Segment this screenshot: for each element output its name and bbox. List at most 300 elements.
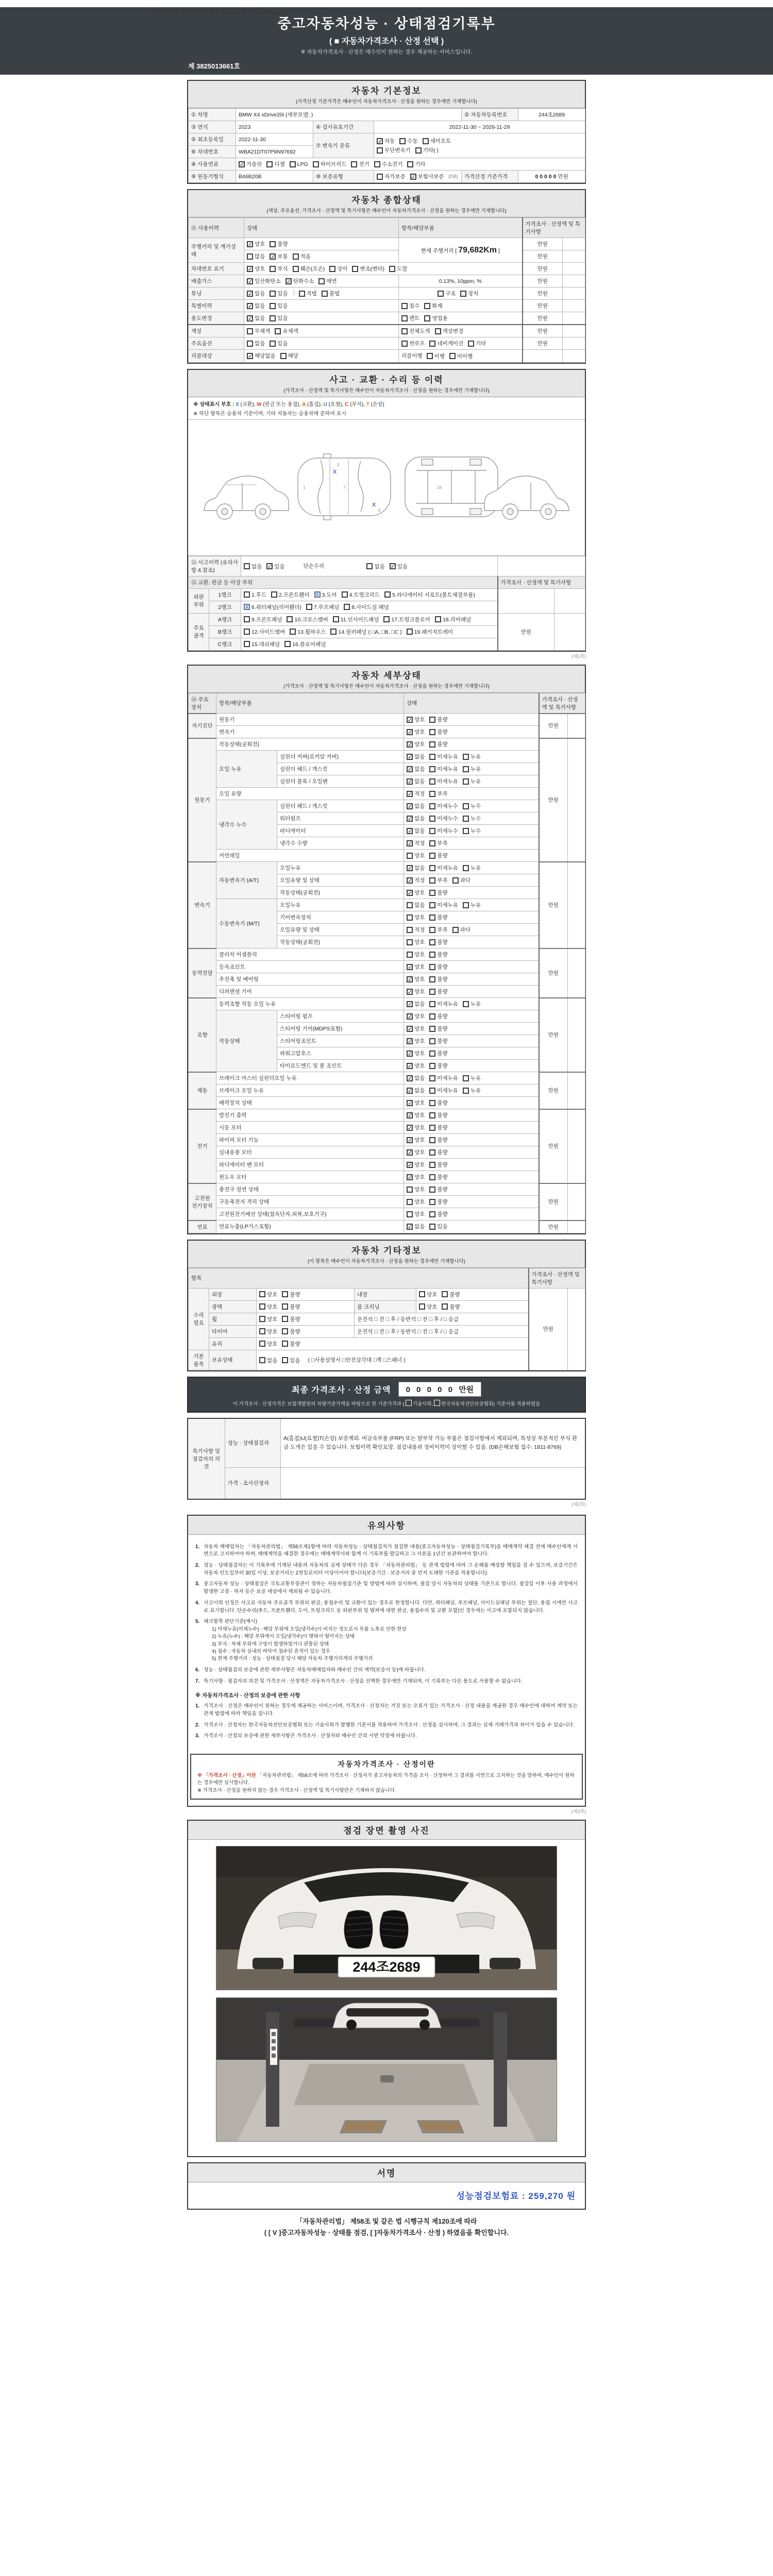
checkbox-option[interactable]: [270, 252, 288, 260]
checkbox-option[interactable]: [407, 765, 425, 773]
checkbox[interactable]: [407, 1063, 413, 1069]
checkbox-option[interactable]: [401, 302, 419, 310]
checkbox[interactable]: [342, 591, 348, 598]
checkbox[interactable]: [429, 1211, 435, 1217]
checkbox[interactable]: [419, 1291, 425, 1297]
checkbox-option[interactable]: [460, 290, 478, 297]
checkbox[interactable]: [407, 976, 413, 982]
checkbox[interactable]: [247, 303, 253, 309]
checkbox-option[interactable]: [429, 913, 447, 921]
checkbox[interactable]: [330, 629, 337, 635]
checkbox-option[interactable]: [407, 1185, 425, 1193]
checkbox-option[interactable]: [407, 1099, 425, 1107]
checkbox[interactable]: [407, 1013, 413, 1020]
checkbox-option[interactable]: [271, 591, 309, 599]
checkbox[interactable]: [377, 147, 383, 154]
checkbox[interactable]: [399, 138, 406, 144]
checkbox-option[interactable]: [407, 802, 425, 810]
checkbox[interactable]: [463, 902, 469, 908]
checkbox-option[interactable]: [427, 352, 445, 360]
checkbox[interactable]: [429, 1162, 435, 1168]
checkbox[interactable]: [389, 266, 395, 272]
checkbox[interactable]: [244, 604, 250, 610]
checkbox[interactable]: [329, 266, 335, 272]
checkbox-option[interactable]: [463, 864, 481, 872]
checkbox-option[interactable]: [429, 1124, 447, 1131]
checkbox[interactable]: [247, 353, 253, 359]
checkbox-option[interactable]: [293, 252, 311, 260]
checkbox[interactable]: [333, 616, 339, 622]
checkbox-option[interactable]: [407, 1000, 425, 1008]
checkbox[interactable]: [244, 629, 250, 635]
checkbox-option[interactable]: [429, 765, 458, 773]
checkbox-option[interactable]: [407, 1124, 425, 1131]
checkbox-option[interactable]: [407, 889, 425, 896]
checkbox[interactable]: [429, 1224, 435, 1230]
checkbox-option[interactable]: [407, 1111, 425, 1119]
checkbox[interactable]: [280, 353, 287, 359]
checkbox[interactable]: [407, 1125, 413, 1131]
checkbox[interactable]: [407, 816, 413, 822]
checkbox[interactable]: [407, 1224, 413, 1230]
checkbox-option[interactable]: [282, 1340, 300, 1348]
checkbox[interactable]: [429, 754, 435, 760]
checkbox-option[interactable]: [407, 839, 425, 847]
checkbox[interactable]: [423, 138, 429, 144]
checkbox-option[interactable]: [407, 1062, 425, 1070]
checkbox[interactable]: [290, 629, 296, 635]
checkbox-option[interactable]: [247, 314, 265, 322]
checkbox[interactable]: [383, 616, 390, 622]
checkbox-option[interactable]: [429, 1185, 447, 1193]
checkbox[interactable]: [410, 174, 416, 180]
checkbox-option[interactable]: [424, 302, 442, 310]
checkbox[interactable]: [270, 315, 276, 321]
checkbox-option[interactable]: [384, 591, 475, 599]
checkbox[interactable]: [244, 563, 250, 569]
checkbox-option[interactable]: [282, 1291, 300, 1298]
checkbox[interactable]: [429, 729, 435, 735]
checkbox[interactable]: [306, 604, 312, 610]
checkbox-option[interactable]: [429, 1074, 458, 1082]
checkbox-option[interactable]: [407, 951, 425, 958]
checkbox-option[interactable]: [429, 1223, 447, 1230]
checkbox-option[interactable]: [244, 616, 282, 623]
checkbox[interactable]: [407, 1211, 413, 1217]
checkbox-option[interactable]: [282, 1357, 300, 1364]
checkbox-option[interactable]: [401, 340, 425, 347]
checkbox-option[interactable]: [282, 1315, 300, 1323]
checkbox[interactable]: [429, 1187, 435, 1193]
checkbox[interactable]: [429, 927, 435, 933]
checkbox[interactable]: [407, 1026, 413, 1032]
checkbox-option[interactable]: [322, 290, 340, 297]
checkbox[interactable]: [266, 161, 273, 167]
checkbox[interactable]: [366, 563, 373, 569]
checkbox[interactable]: [282, 1303, 288, 1310]
checkbox[interactable]: [429, 1013, 435, 1020]
checkbox[interactable]: [244, 591, 250, 598]
checkbox-option[interactable]: [247, 265, 265, 273]
checkbox[interactable]: [313, 161, 319, 167]
checkbox[interactable]: [407, 1149, 413, 1156]
checkbox-option[interactable]: [463, 827, 481, 835]
checkbox-option[interactable]: [429, 802, 458, 810]
checkbox[interactable]: [429, 939, 435, 945]
checkbox-option[interactable]: [429, 740, 447, 748]
checkbox[interactable]: [407, 989, 413, 995]
checkbox-option[interactable]: [266, 563, 284, 570]
checkbox-option[interactable]: [429, 827, 458, 835]
checkbox-option[interactable]: [247, 340, 265, 347]
checkbox[interactable]: [247, 328, 253, 334]
checkbox[interactable]: [463, 754, 469, 760]
checkbox[interactable]: [429, 1137, 435, 1143]
checkbox[interactable]: [299, 291, 305, 297]
checkbox[interactable]: [434, 1400, 440, 1406]
checkbox[interactable]: [429, 828, 435, 834]
checkbox[interactable]: [407, 717, 413, 723]
checkbox[interactable]: [407, 741, 413, 748]
checkbox-option[interactable]: [429, 753, 458, 760]
checkbox[interactable]: [463, 1001, 469, 1007]
checkbox-option[interactable]: [429, 1049, 447, 1057]
checkbox[interactable]: [407, 1199, 413, 1205]
checkbox-option[interactable]: [407, 1025, 425, 1032]
checkbox-option[interactable]: [429, 938, 447, 946]
checkbox[interactable]: [314, 591, 321, 598]
checkbox[interactable]: [247, 266, 253, 272]
checkbox-option[interactable]: [407, 938, 425, 946]
checkbox[interactable]: [429, 1125, 435, 1131]
checkbox[interactable]: [282, 1341, 288, 1347]
checkbox-option[interactable]: [463, 1074, 481, 1082]
checkbox-option[interactable]: [299, 290, 317, 297]
checkbox-option[interactable]: [401, 327, 430, 335]
checkbox[interactable]: [401, 328, 408, 334]
checkbox[interactable]: [271, 591, 277, 598]
checkbox-option[interactable]: [429, 1000, 458, 1008]
checkbox-option[interactable]: [429, 1161, 447, 1168]
checkbox-option[interactable]: [344, 603, 389, 611]
checkbox[interactable]: [244, 616, 250, 622]
checkbox[interactable]: [270, 341, 276, 347]
checkbox-option[interactable]: [429, 1025, 447, 1032]
checkbox[interactable]: [377, 138, 383, 144]
checkbox[interactable]: [407, 1050, 413, 1057]
checkbox[interactable]: [407, 1112, 413, 1118]
checkbox-option[interactable]: [442, 1291, 460, 1298]
checkbox-option[interactable]: [330, 628, 401, 636]
checkbox-option[interactable]: [407, 753, 425, 760]
checkbox[interactable]: [429, 1050, 435, 1057]
checkbox-option[interactable]: [259, 1303, 277, 1311]
checkbox-option[interactable]: [290, 161, 308, 167]
checkbox[interactable]: [407, 877, 413, 884]
checkbox-option[interactable]: [429, 951, 447, 958]
checkbox-option[interactable]: [407, 975, 425, 983]
checkbox-option[interactable]: [407, 1012, 425, 1020]
checkbox-option[interactable]: [280, 352, 298, 360]
checkbox-option[interactable]: [351, 160, 369, 168]
checkbox-option[interactable]: [329, 265, 347, 273]
checkbox[interactable]: [407, 1100, 413, 1106]
checkbox[interactable]: [293, 253, 299, 260]
checkbox[interactable]: [290, 161, 296, 167]
checkbox-option[interactable]: [429, 1198, 447, 1206]
checkbox[interactable]: [424, 303, 430, 309]
checkbox[interactable]: [282, 1316, 288, 1322]
checkbox-option[interactable]: [429, 926, 447, 934]
checkbox[interactable]: [407, 1137, 413, 1143]
checkbox-option[interactable]: [429, 963, 447, 971]
checkbox-option[interactable]: [259, 1340, 277, 1348]
checkbox-option[interactable]: [407, 790, 425, 798]
checkbox-option[interactable]: [463, 753, 481, 760]
checkbox[interactable]: [452, 927, 459, 933]
checkbox-option[interactable]: [244, 640, 280, 648]
checkbox[interactable]: [407, 865, 413, 871]
checkbox-option[interactable]: [407, 988, 425, 995]
checkbox-option[interactable]: [429, 1062, 447, 1070]
checkbox[interactable]: [401, 341, 408, 347]
checkbox-option[interactable]: [377, 146, 411, 154]
checkbox-option[interactable]: [463, 777, 481, 785]
checkbox[interactable]: [463, 865, 469, 871]
checkbox-option[interactable]: [293, 265, 325, 273]
checkbox[interactable]: [442, 1303, 448, 1310]
checkbox-option[interactable]: [407, 852, 425, 859]
checkbox[interactable]: [429, 1149, 435, 1156]
checkbox[interactable]: [344, 604, 350, 610]
checkbox-option[interactable]: [429, 1173, 447, 1181]
checkbox[interactable]: [247, 241, 253, 247]
checkbox-option[interactable]: [247, 240, 265, 248]
checkbox[interactable]: [429, 1112, 435, 1118]
checkbox[interactable]: [407, 1001, 413, 1007]
checkbox-option[interactable]: [463, 802, 481, 810]
checkbox-option[interactable]: [407, 864, 425, 872]
checkbox[interactable]: [429, 1199, 435, 1205]
checkbox-option[interactable]: [452, 876, 470, 884]
checkbox[interactable]: [429, 803, 435, 809]
checkbox-option[interactable]: [352, 265, 384, 273]
checkbox[interactable]: [247, 315, 253, 321]
checkbox-option[interactable]: [429, 716, 447, 723]
checkbox-option[interactable]: [429, 975, 447, 983]
checkbox[interactable]: [407, 1174, 413, 1180]
checkbox-option[interactable]: [429, 1136, 447, 1144]
checkbox-option[interactable]: [407, 827, 425, 835]
checkbox-option[interactable]: [247, 327, 270, 335]
checkbox-option[interactable]: [407, 777, 425, 785]
checkbox[interactable]: [407, 803, 413, 809]
checkbox[interactable]: [407, 1162, 413, 1168]
checkbox-option[interactable]: [429, 340, 463, 347]
checkbox-option[interactable]: [287, 616, 328, 623]
checkbox-option[interactable]: [407, 728, 425, 736]
checkbox[interactable]: [429, 1100, 435, 1106]
checkbox[interactable]: [284, 641, 291, 647]
checkbox-option[interactable]: [463, 765, 481, 773]
checkbox[interactable]: [407, 791, 413, 797]
checkbox[interactable]: [429, 717, 435, 723]
checkbox-option[interactable]: [247, 290, 265, 297]
checkbox-option[interactable]: [407, 963, 425, 971]
checkbox-option[interactable]: [282, 1303, 300, 1311]
checkbox-option[interactable]: [419, 1291, 437, 1298]
checkbox-option[interactable]: [429, 901, 458, 909]
checkbox-option[interactable]: [377, 173, 406, 180]
checkbox-option[interactable]: [407, 1161, 425, 1168]
checkbox[interactable]: [419, 1303, 425, 1310]
checkbox-option[interactable]: [318, 277, 337, 285]
checkbox[interactable]: [429, 976, 435, 982]
checkbox-option[interactable]: [333, 616, 379, 623]
checkbox-option[interactable]: [270, 302, 288, 310]
checkbox[interactable]: [247, 341, 253, 347]
checkbox[interactable]: [429, 1075, 435, 1081]
checkbox[interactable]: [429, 865, 435, 871]
checkbox-option[interactable]: [313, 160, 347, 168]
checkbox-option[interactable]: [275, 327, 298, 335]
checkbox[interactable]: [463, 1075, 469, 1081]
checkbox-option[interactable]: [259, 1291, 277, 1298]
checkbox[interactable]: [407, 729, 413, 735]
checkbox[interactable]: [407, 778, 413, 785]
checkbox-option[interactable]: [282, 1328, 300, 1335]
checkbox[interactable]: [407, 1088, 413, 1094]
checkbox-option[interactable]: [377, 137, 395, 145]
checkbox-option[interactable]: [429, 839, 447, 847]
checkbox-option[interactable]: [407, 913, 425, 921]
checkbox-option[interactable]: [306, 603, 339, 611]
checkbox-option[interactable]: [239, 160, 262, 168]
checkbox[interactable]: [452, 877, 459, 884]
checkbox-option[interactable]: [429, 864, 458, 872]
checkbox[interactable]: [463, 803, 469, 809]
checkbox[interactable]: [429, 1088, 435, 1094]
checkbox[interactable]: [259, 1357, 265, 1363]
checkbox[interactable]: [239, 161, 245, 167]
checkbox[interactable]: [460, 291, 466, 297]
checkbox[interactable]: [468, 341, 474, 347]
checkbox-option[interactable]: [415, 146, 439, 154]
checkbox[interactable]: [429, 1038, 435, 1044]
checkbox[interactable]: [259, 1316, 265, 1322]
checkbox-option[interactable]: [407, 926, 425, 934]
checkbox[interactable]: [270, 253, 276, 260]
checkbox-option[interactable]: [407, 1136, 425, 1144]
checkbox[interactable]: [282, 1328, 288, 1334]
checkbox-option[interactable]: [244, 628, 285, 636]
checkbox-option[interactable]: [314, 591, 337, 599]
checkbox-option[interactable]: [407, 1049, 425, 1057]
checkbox-option[interactable]: [442, 1303, 460, 1311]
checkbox[interactable]: [429, 914, 435, 921]
checkbox[interactable]: [407, 914, 413, 921]
checkbox-option[interactable]: [407, 1198, 425, 1206]
checkbox-option[interactable]: [407, 1148, 425, 1156]
checkbox[interactable]: [407, 766, 413, 772]
checkbox-option[interactable]: [247, 302, 265, 310]
checkbox[interactable]: [449, 353, 456, 359]
checkbox[interactable]: [463, 816, 469, 822]
checkbox[interactable]: [415, 147, 422, 154]
checkbox-option[interactable]: [285, 277, 314, 285]
checkbox[interactable]: [407, 927, 413, 933]
checkbox-option[interactable]: [429, 790, 447, 798]
checkbox[interactable]: [429, 766, 435, 772]
checkbox[interactable]: [429, 853, 435, 859]
checkbox[interactable]: [429, 1026, 435, 1032]
checkbox[interactable]: [384, 591, 391, 598]
checkbox-option[interactable]: [407, 815, 425, 822]
checkbox-option[interactable]: [452, 926, 470, 934]
checkbox-option[interactable]: [407, 628, 453, 636]
checkbox-option[interactable]: [410, 173, 444, 180]
checkbox-option[interactable]: [270, 340, 288, 347]
checkbox[interactable]: [424, 315, 430, 321]
checkbox-option[interactable]: [270, 314, 288, 322]
checkbox-option[interactable]: [435, 327, 464, 335]
checkbox[interactable]: [463, 828, 469, 834]
checkbox[interactable]: [270, 303, 276, 309]
checkbox-option[interactable]: [407, 160, 425, 168]
checkbox[interactable]: [377, 174, 383, 180]
checkbox-option[interactable]: [399, 137, 417, 145]
checkbox[interactable]: [401, 303, 408, 309]
checkbox[interactable]: [407, 629, 413, 635]
checkbox-option[interactable]: [438, 290, 456, 297]
checkbox[interactable]: [429, 1063, 435, 1069]
checkbox-option[interactable]: [463, 1000, 481, 1008]
checkbox-option[interactable]: [463, 815, 481, 822]
checkbox[interactable]: [407, 964, 413, 970]
checkbox-option[interactable]: [429, 1210, 447, 1218]
checkbox[interactable]: [429, 964, 435, 970]
checkbox[interactable]: [429, 1001, 435, 1007]
checkbox-option[interactable]: [244, 563, 262, 570]
checkbox-option[interactable]: [429, 815, 458, 822]
checkbox[interactable]: [429, 816, 435, 822]
checkbox[interactable]: [259, 1291, 265, 1297]
checkbox[interactable]: [427, 353, 433, 359]
checkbox-option[interactable]: [389, 265, 407, 273]
checkbox-option[interactable]: [247, 277, 281, 285]
checkbox-option[interactable]: [244, 591, 266, 599]
checkbox[interactable]: [407, 161, 413, 167]
checkbox[interactable]: [407, 902, 413, 908]
checkbox-option[interactable]: [390, 563, 408, 570]
checkbox[interactable]: [270, 266, 276, 272]
checkbox-option[interactable]: [259, 1328, 277, 1335]
checkbox-option[interactable]: [407, 1223, 425, 1230]
checkbox[interactable]: [374, 161, 380, 167]
checkbox[interactable]: [407, 828, 413, 834]
checkbox[interactable]: [463, 778, 469, 785]
checkbox-option[interactable]: [407, 901, 425, 909]
checkbox[interactable]: [285, 278, 292, 284]
checkbox[interactable]: [247, 278, 253, 284]
checkbox-option[interactable]: [247, 252, 265, 260]
checkbox-option[interactable]: [342, 591, 380, 599]
checkbox[interactable]: [247, 253, 253, 260]
checkbox[interactable]: [352, 266, 358, 272]
checkbox[interactable]: [429, 989, 435, 995]
checkbox[interactable]: [429, 741, 435, 748]
checkbox[interactable]: [259, 1341, 265, 1347]
